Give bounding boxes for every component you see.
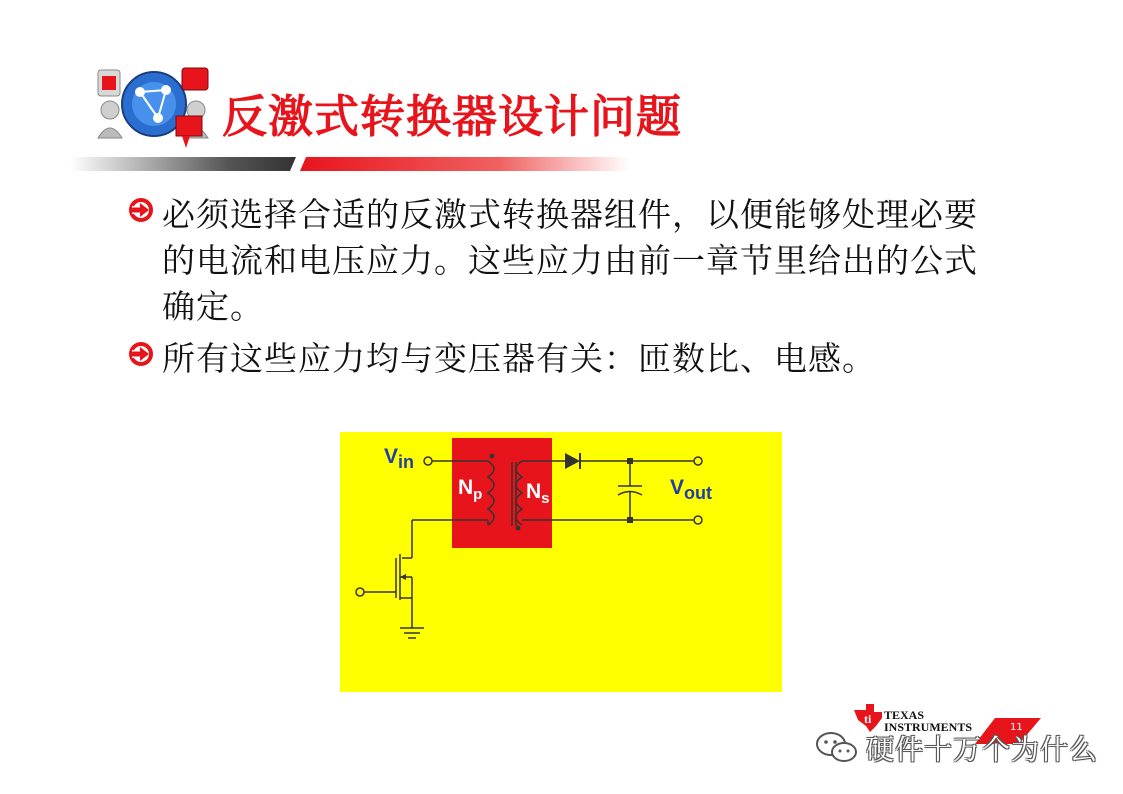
header-logo-icon: [96, 62, 214, 152]
page-number: 11: [1010, 722, 1023, 733]
ti-wordmark-line1: TEXAS: [884, 708, 925, 722]
svg-text:ti: ti: [864, 712, 872, 726]
vin-label: Vin: [384, 445, 415, 472]
circle-arrow-icon: [128, 341, 154, 367]
ns-label: $N_s$: [526, 480, 550, 507]
circle-arrow-icon: [128, 197, 154, 223]
bullet-text: 所有这些应力均与变压器有关：匝数比、电感。: [162, 339, 876, 378]
vout-label: Vout: [670, 476, 712, 503]
flyback-circuit-diagram: [340, 432, 782, 692]
title-divider: [70, 157, 630, 171]
bullet-item: [128, 192, 1008, 330]
ti-wordmark-line2: INSTRUMENTS: [884, 720, 973, 734]
wechat-icon: [815, 730, 859, 766]
bullet-list: [128, 192, 1008, 388]
bullet-item: [128, 336, 1008, 382]
watermark-text: 硬件十万个为什么: [866, 733, 1099, 766]
bullet-text: 必须选择合适的反激式转换器组件，以便能够处理必要的电流和电压应力。这些应力由前一章节里给出的公式确定。: [162, 195, 978, 326]
page-title: 反激式转换器设计问题: [222, 90, 683, 143]
np-label: $N_p$: [458, 476, 483, 503]
